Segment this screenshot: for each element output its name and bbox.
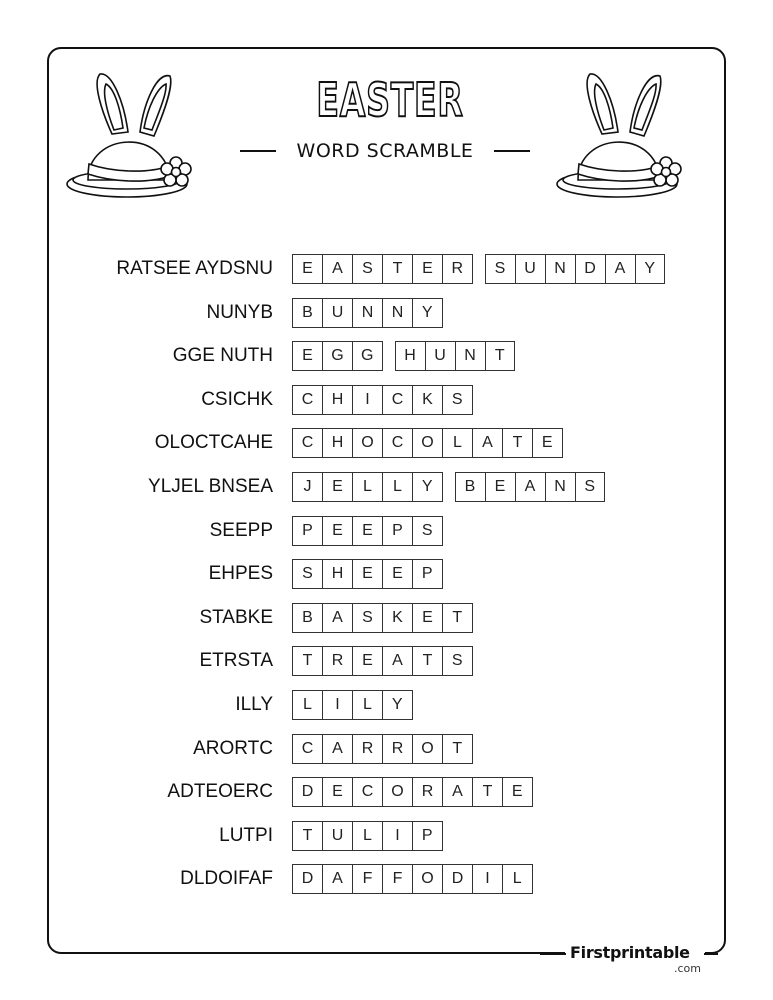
letter-box[interactable]: I (473, 865, 503, 893)
letter-box[interactable]: E (323, 778, 353, 806)
letter-box[interactable]: L (353, 691, 383, 719)
letter-box[interactable]: O (353, 429, 383, 457)
puzzle-row (0, 734, 773, 764)
letter-box[interactable]: U (516, 255, 546, 283)
scrambled-word: STABKE (199, 606, 273, 628)
letter-box[interactable]: C (293, 735, 323, 763)
puzzle-row (0, 646, 773, 676)
letter-box[interactable]: I (383, 822, 413, 850)
answer-boxes (292, 821, 443, 851)
letter-box[interactable]: E (323, 473, 353, 501)
letter-box[interactable]: B (293, 604, 323, 632)
scrambled-word: ILLY (235, 694, 273, 715)
answer-boxes (292, 864, 533, 894)
letter-box[interactable]: T (452, 739, 463, 757)
letter-box[interactable]: N (456, 342, 486, 370)
letter-box[interactable]: L (353, 473, 383, 501)
puzzle-row (0, 777, 773, 807)
letter-box[interactable]: S (451, 652, 463, 670)
puzzle-row (0, 385, 773, 415)
letter-box[interactable]: I (353, 386, 383, 414)
answer-word (292, 254, 473, 284)
scrambled-word: ETRSTA (199, 650, 273, 672)
answer-word (292, 690, 413, 720)
letter-box[interactable]: L (353, 822, 383, 850)
answer-word (292, 298, 443, 328)
letter-box[interactable]: C (293, 386, 323, 414)
letter-box[interactable]: H (323, 386, 353, 414)
letter-box[interactable]: U (323, 822, 353, 850)
letter-box[interactable]: A (323, 604, 353, 632)
letter-box[interactable]: T (293, 647, 323, 675)
letter-box[interactable]: R (323, 647, 353, 675)
answer-word (292, 385, 473, 415)
letter-box[interactable]: N (383, 299, 413, 327)
scrambled-word: EHPES (208, 563, 273, 585)
scrambled-word: DLDOIFAF (180, 868, 273, 890)
answer-boxes (292, 516, 443, 546)
letter-box[interactable]: A (473, 429, 503, 457)
letter-box[interactable]: A (606, 255, 636, 283)
letter-box[interactable]: S (353, 604, 383, 632)
puzzle-row (0, 516, 773, 546)
answer-word (485, 254, 666, 284)
answer-boxes (292, 341, 515, 371)
scrambled-word: RATSEE AYDSNU (116, 258, 273, 279)
scrambled-word: ARORTC (193, 737, 273, 759)
letter-box[interactable]: R (383, 735, 413, 763)
scrambled-word: OLOCTCAHE (154, 432, 273, 454)
letter-box[interactable]: D (443, 865, 473, 893)
letter-box[interactable]: H (396, 342, 426, 370)
page-subtitle: WORD SCRAMBLE (296, 140, 474, 162)
letter-box[interactable]: H (323, 429, 353, 457)
letter-box[interactable]: A (443, 778, 473, 806)
letter-box[interactable]: E (486, 473, 516, 501)
letter-box[interactable]: L (512, 870, 522, 888)
page-header (230, 72, 550, 128)
brand-domain: .com (674, 962, 701, 975)
puzzle-row (0, 559, 773, 589)
page-title: EASTER (316, 73, 464, 127)
answer-word (292, 734, 473, 764)
letter-box[interactable]: T (503, 429, 533, 457)
bunny-ear-hat-icon (552, 62, 682, 202)
letter-box[interactable]: I (323, 691, 353, 719)
letter-box[interactable]: Y (421, 478, 433, 495)
divider (494, 150, 530, 152)
letter-box[interactable]: D (293, 778, 323, 806)
letter-box[interactable]: A (383, 647, 413, 675)
letter-box[interactable]: C (383, 386, 413, 414)
letter-box[interactable]: T (383, 255, 413, 283)
scrambled-word: SEEPP (209, 519, 273, 541)
letter-box[interactable]: O (413, 429, 443, 457)
letter-box[interactable]: E (541, 434, 553, 452)
letter-box[interactable]: G (323, 342, 353, 370)
letter-box[interactable]: N (546, 473, 576, 501)
letter-box[interactable]: B (456, 473, 486, 501)
divider (704, 953, 718, 955)
scrambled-word: YLJEL BNSEA (148, 476, 273, 497)
brand-logo: Firstprintable (570, 943, 690, 962)
answer-boxes (292, 777, 533, 807)
letter-box[interactable]: S (421, 521, 433, 539)
answer-word (292, 603, 473, 633)
subtitle-row (240, 140, 530, 162)
letter-box[interactable]: S (584, 478, 596, 495)
letter-box[interactable]: F (383, 865, 413, 893)
letter-box[interactable]: E (353, 517, 383, 545)
letter-box[interactable]: K (413, 386, 443, 414)
letter-box[interactable]: H (323, 560, 353, 588)
letter-box[interactable]: E (323, 517, 353, 545)
letter-box[interactable]: S (486, 255, 516, 283)
answer-boxes (292, 559, 443, 589)
letter-box[interactable]: U (426, 342, 456, 370)
letter-box[interactable]: J (293, 473, 323, 501)
letter-box[interactable]: S (293, 560, 323, 588)
letter-box[interactable]: Y (644, 260, 656, 277)
letter-box[interactable]: K (383, 604, 413, 632)
answer-boxes (292, 472, 605, 502)
scrambled-word: ADTEOERC (167, 781, 273, 803)
puzzle-row (0, 864, 773, 894)
answer-word (292, 559, 443, 589)
letter-box[interactable]: C (353, 778, 383, 806)
answer-boxes (292, 428, 563, 458)
letter-box[interactable]: T (293, 822, 323, 850)
letter-box[interactable]: C (293, 429, 323, 457)
letter-box[interactable]: Y (391, 696, 403, 713)
letter-box[interactable]: E (293, 342, 323, 370)
answer-boxes (292, 690, 413, 720)
letter-box[interactable]: A (323, 255, 353, 283)
letter-box[interactable]: G (361, 347, 374, 365)
letter-box[interactable]: P (293, 517, 323, 545)
answer-boxes (292, 646, 473, 676)
letter-box[interactable]: L (293, 691, 323, 719)
letter-box[interactable]: T (494, 347, 505, 365)
letter-box[interactable]: R (353, 735, 383, 763)
scrambled-word: CSICHK (201, 388, 273, 410)
letter-box[interactable]: P (421, 826, 433, 844)
answer-word (292, 864, 533, 894)
answer-boxes (292, 254, 665, 284)
puzzle-row (0, 821, 773, 851)
letter-box[interactable]: Y (421, 303, 433, 321)
bunny-ear-hat-icon (62, 62, 192, 202)
letter-box[interactable]: O (383, 778, 413, 806)
puzzle-row (0, 690, 773, 720)
letter-box[interactable]: T (452, 608, 463, 626)
letter-box[interactable]: O (413, 735, 443, 763)
letter-box[interactable]: A (516, 473, 546, 501)
letter-box[interactable]: T (413, 647, 443, 675)
answer-word (395, 341, 516, 371)
letter-box[interactable]: T (473, 778, 503, 806)
letter-box[interactable]: E (413, 604, 443, 632)
letter-box[interactable]: A (323, 865, 353, 893)
letter-box[interactable]: P (421, 565, 433, 583)
answer-word (292, 472, 443, 502)
divider (540, 953, 566, 955)
letter-box[interactable]: E (413, 255, 443, 283)
answer-word (292, 516, 443, 546)
letter-box[interactable]: O (413, 865, 443, 893)
letter-box[interactable]: E (353, 560, 383, 588)
answer-word (292, 341, 383, 371)
letter-box[interactable]: B (293, 299, 323, 327)
answer-boxes (292, 385, 473, 415)
letter-box[interactable]: E (511, 783, 523, 801)
puzzle-row (0, 298, 773, 328)
letter-box[interactable]: E (383, 560, 413, 588)
letter-box[interactable]: S (451, 390, 463, 408)
puzzle-row (0, 603, 773, 633)
letter-box[interactable]: A (323, 735, 353, 763)
puzzle-row (0, 428, 773, 458)
answer-boxes (292, 603, 473, 633)
letter-box[interactable]: N (353, 299, 383, 327)
scrambled-word: GGE NUTH (172, 345, 273, 367)
puzzle-row (0, 254, 773, 284)
letter-box[interactable]: N (546, 255, 576, 283)
answer-word (292, 777, 533, 807)
answer-boxes (292, 734, 473, 764)
puzzle-row (0, 472, 773, 502)
letter-box[interactable]: D (576, 255, 606, 283)
letter-box[interactable]: C (383, 429, 413, 457)
answer-word (292, 821, 443, 851)
divider (240, 150, 276, 152)
answer-word (292, 646, 473, 676)
letter-box[interactable]: F (353, 865, 383, 893)
letter-box[interactable]: U (323, 299, 353, 327)
answer-word (455, 472, 606, 502)
letter-box[interactable]: E (353, 647, 383, 675)
letter-box[interactable]: P (383, 517, 413, 545)
scrambled-word: LUTPI (219, 824, 273, 846)
letter-box[interactable]: L (383, 473, 413, 501)
letter-box[interactable]: R (451, 260, 464, 277)
scrambled-word: NUNYB (206, 301, 273, 323)
answer-word (292, 428, 563, 458)
letter-box[interactable]: E (293, 255, 323, 283)
letter-box[interactable]: L (443, 429, 473, 457)
letter-box[interactable]: R (413, 778, 443, 806)
puzzle-row (0, 341, 773, 371)
letter-box[interactable]: S (353, 255, 383, 283)
letter-box[interactable]: D (293, 865, 323, 893)
answer-boxes (292, 298, 443, 328)
